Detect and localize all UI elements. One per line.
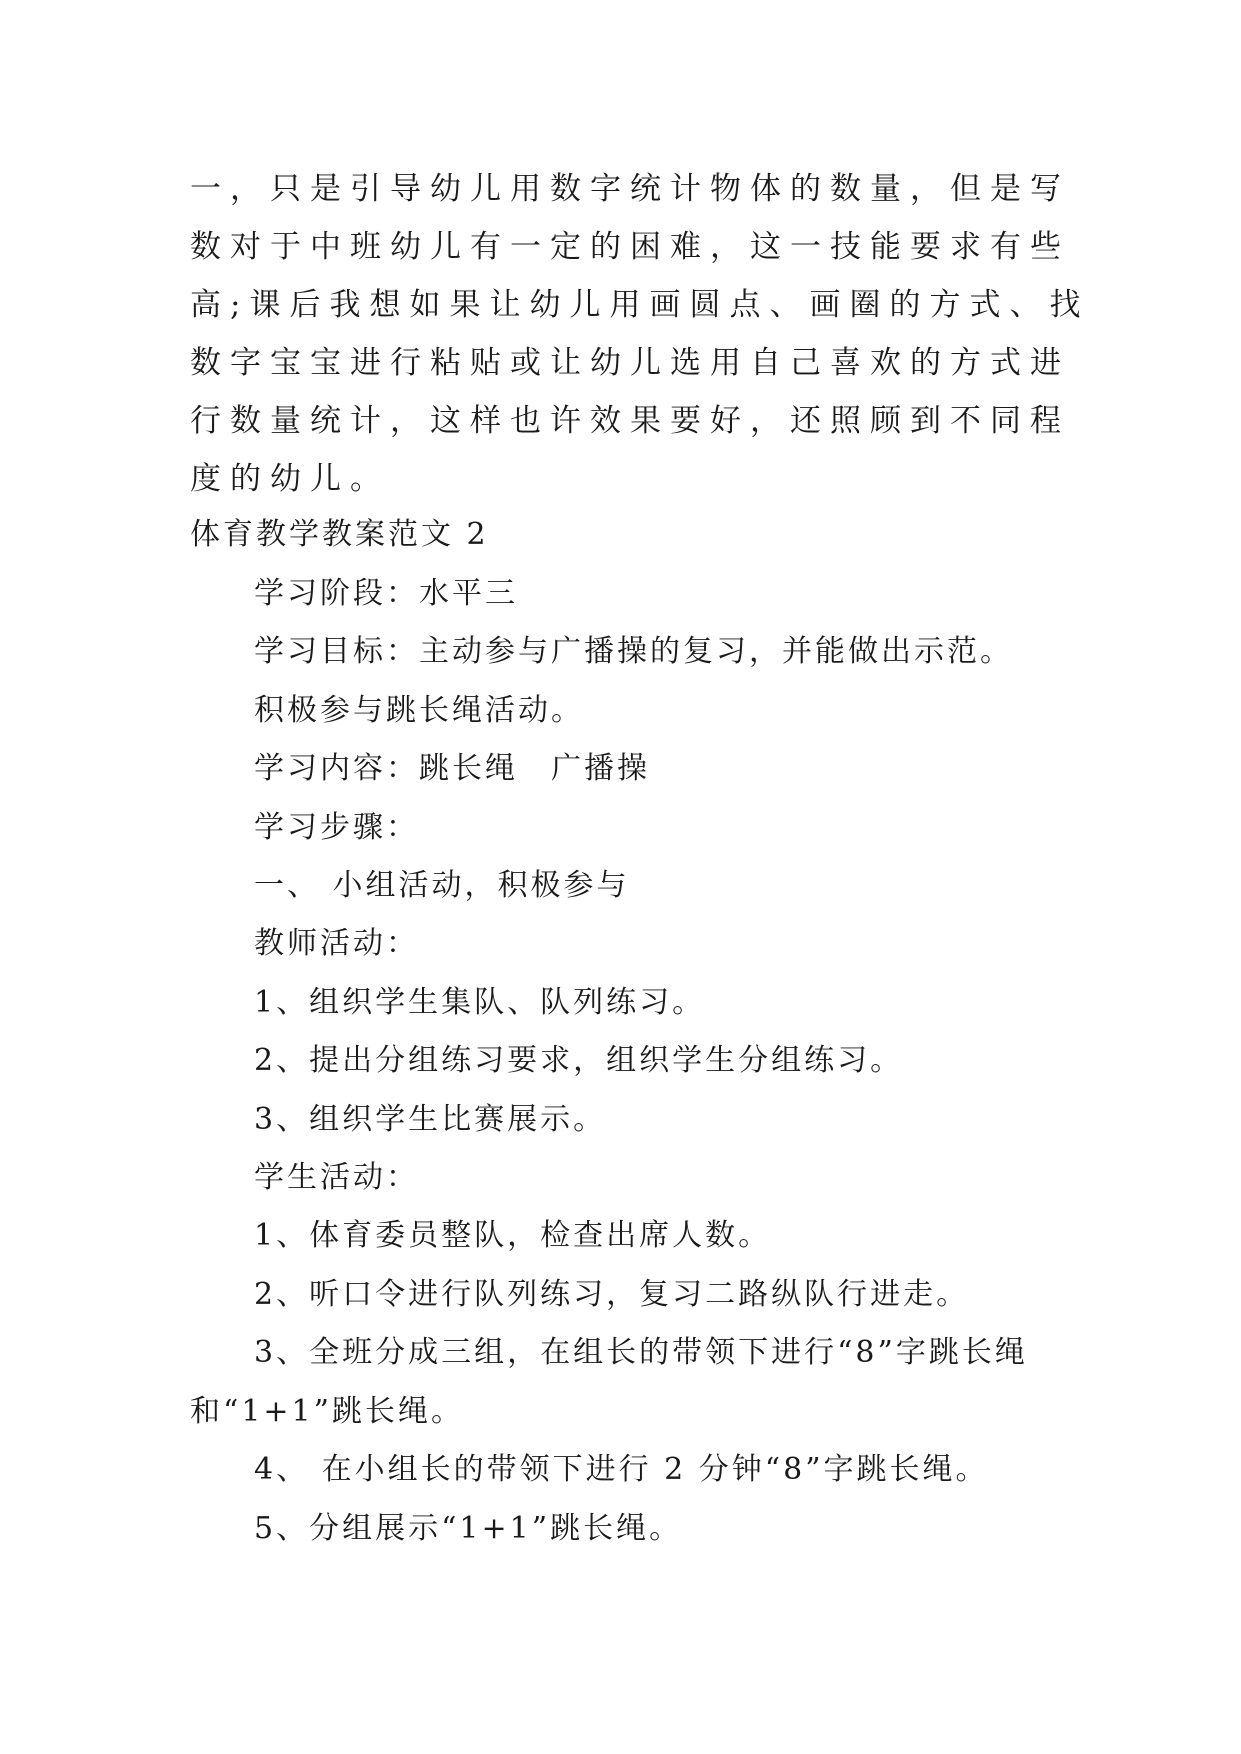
lesson-line: 教师活动： [254,926,419,962]
lesson-line: 4、 在小组长的带领下进行 2 分钟“8”字跳长绳。 [254,1452,989,1488]
lesson-line: 3、组织学生比赛展示。 [254,1101,607,1137]
lesson-line: 学习内容：跳长绳 广播操 [254,751,650,787]
lesson-line: 5、分组展示“1+1”跳长绳。 [254,1510,683,1546]
lesson-line: 2、听口令进行队列练习，复习二路纵队行进走。 [254,1276,970,1312]
lesson-line: 学生活动： [254,1160,419,1196]
lesson-line: 2、提出分组练习要求，组织学生分组练习。 [254,1043,904,1079]
lesson-line: 3、全班分成三组，在组长的带领下进行“8”字跳长绳和“1+1”跳长绳。 [190,1335,1028,1429]
lesson-line: 学习阶段：水平三 [254,576,518,611]
lesson-line: 学习步骤： [254,809,419,845]
lesson-line: 一、 小组活动，积极参与 [254,868,630,904]
lesson-line: 1、体育委员整队，检查出席人数。 [254,1218,772,1254]
lesson-plan-list [190,565,1070,1558]
lesson-line: 积极参与跳长绳活动。 [254,692,584,728]
section-title: 体育教学教案范文 2 [190,517,489,552]
lesson-line: 学习目标：主动参与广播操的复习，并能做出示范。 [254,634,1013,670]
intro-paragraph: 一，只是引导幼儿用数字统计物体的数量，但是写数对于中班幼儿有一定的困难，这一技能要求有些高;课后我想如果让幼儿用画圆点、画圈的方式、找数字宝宝进行粘贴或让幼儿选用自己喜欢的方式进行数量统计，这样也许效果要好，还照顾到不同程度的幼儿。 [190,171,1090,497]
lesson-line: 1、组织学生集队、队列练习。 [254,984,706,1020]
